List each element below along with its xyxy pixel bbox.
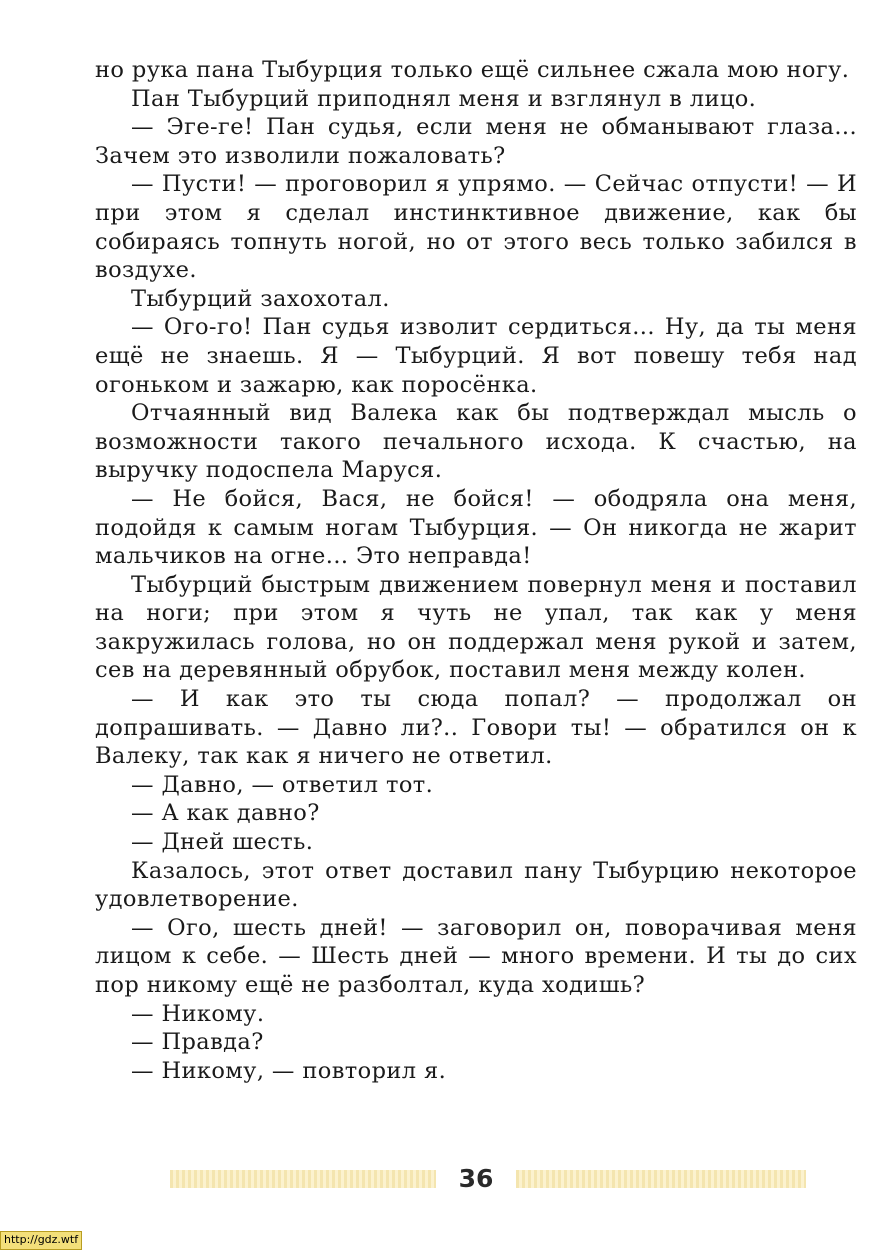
paragraph: Казалось, этот ответ доставил пану Тыбурцию некоторое удовлетворение.	[95, 857, 857, 913]
paragraph: — Никому, — повторил я.	[131, 1057, 447, 1084]
page-number: 36	[458, 1164, 494, 1193]
paragraph: — А как давно?	[131, 800, 320, 827]
paragraph: — Дней шесть.	[131, 829, 314, 856]
paragraph: — Ого, шесть дней! — заговорил он, поворачивая меня лицом к себе. — Шесть дней — много времени. И ты до сих пор никому ещё не разболтал, куда ходишь?	[95, 914, 857, 998]
watermark-link[interactable]: http://gdz.wtf	[0, 1231, 82, 1250]
paragraph: — И как это ты сюда попал? — продолжал он допрашивать. — Давно ли?.. Говори ты! — обратился он к Валеку, так как я ничего не ответил.	[95, 686, 857, 770]
paragraph: Тыбурций захохотал.	[131, 285, 390, 312]
paragraph: — Эге-ге! Пан судья, если меня не обманывают глаза... Зачем это изволили пожаловать?	[95, 114, 857, 169]
paragraph: — Ого-го! Пан судья изволит сердиться... Ну, да ты меня ещё не знаешь. Я — Тыбурций. Я вот повешу тебя над огоньком и зажарю, как поросёнка.	[95, 314, 857, 398]
page-footer	[170, 1162, 810, 1196]
paragraph: Тыбурций быстрым движением повернул меня и поставил на ноги; при этом я чуть не упал, так как у меня закружилась голова, но он поддержал меня рукой и затем, сев на деревянный обрубок, поставил меня между колен.	[95, 571, 857, 684]
paragraph: — Никому.	[131, 1000, 265, 1027]
page-text	[95, 56, 857, 1085]
footer-stripe-right	[516, 1170, 806, 1188]
paragraph: Пан Тыбурций приподнял меня и взглянул в лицо.	[131, 85, 757, 112]
paragraph: — Давно, — ответил тот.	[131, 771, 434, 798]
paragraph: — Правда?	[131, 1029, 264, 1056]
paragraph: — Не бойся, Вася, не бойся! — ободряла она меня, подойдя к самым ногам Тыбурция. — Он никогда не жарит мальчиков на огне... Это неправда!	[95, 485, 857, 570]
paragraph: но рука пана Тыбурция только ещё сильнее сжала мою ногу.	[95, 57, 850, 83]
footer-stripe-left	[170, 1170, 436, 1188]
paragraph: Отчаянный вид Валека как бы подтверждал мысль о возможности такого печального исхода. К счастью, на выручку подоспела Маруся.	[95, 400, 857, 484]
paragraph: — Пусти! — проговорил я упрямо. — Сейчас отпусти! — И при этом я сделал инстинктивное движение, как бы собираясь топнуть ногой, но от этого весь только забился в воздухе.	[95, 171, 857, 284]
